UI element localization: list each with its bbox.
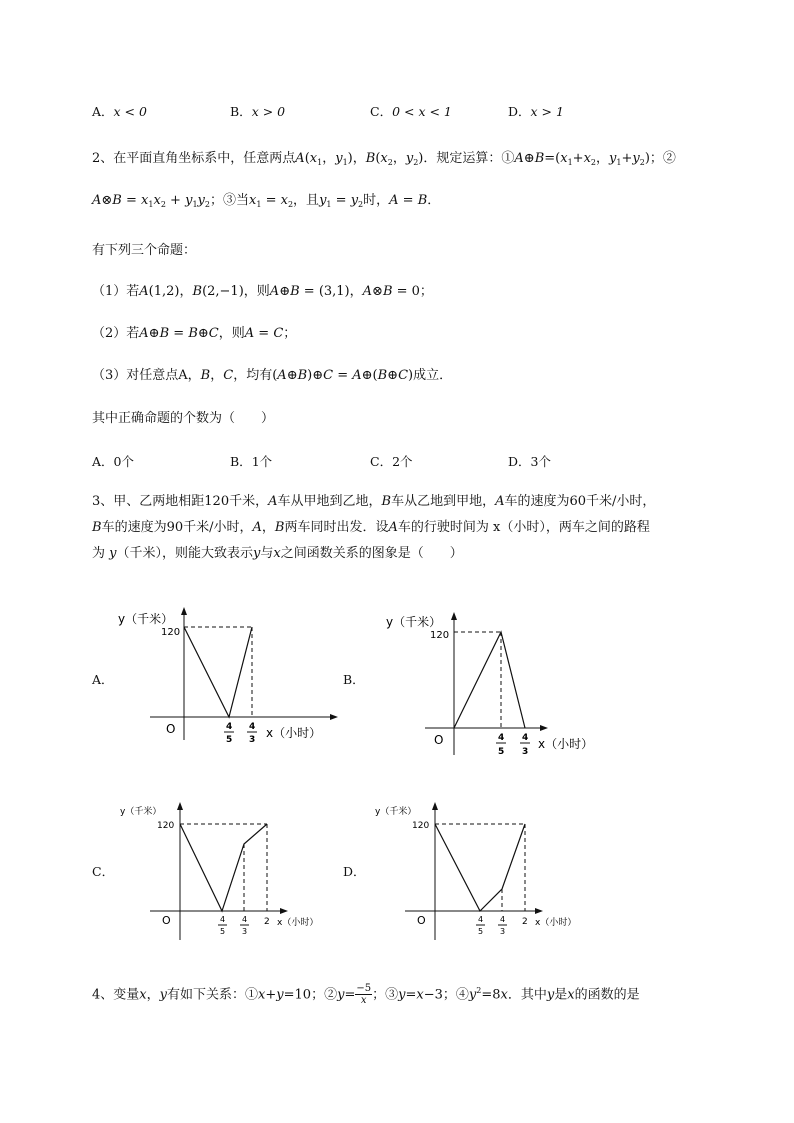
origin-label: O <box>166 722 176 736</box>
q2-option-c: C．2个 <box>370 454 413 469</box>
tick-4-5-den: 5 <box>226 735 233 745</box>
tick-4-3-num: 4 <box>522 733 529 743</box>
graph-a-line <box>184 627 252 717</box>
q2-proposition-2: （2）若A⊕B = B⊕C，则A = C； <box>92 326 297 341</box>
origin-label: O <box>434 733 444 747</box>
origin-label: O <box>417 914 426 927</box>
tick-4-5-num: 4 <box>498 733 505 743</box>
tick-2: 2 <box>522 917 528 927</box>
q3-line1: 3、甲、乙两地相距120千米，A车从甲地到乙地，B车从乙地到甲地，A车的速度为60千米/小时， <box>92 494 656 509</box>
x-axis-arrow <box>280 908 288 914</box>
tick-4-3-den: 3 <box>242 927 248 936</box>
y-axis-label: y（千米） <box>386 615 442 629</box>
q3-line2: B车的速度为90千米/小时，A，B两车同时出发．设A车的行驶时间为 x（小时），两车之间的路程 <box>92 520 650 535</box>
origin-label: O <box>162 914 171 927</box>
graph-b-line <box>454 632 525 728</box>
q2-question: 其中正确命题的个数为（ ） <box>92 411 275 426</box>
graph-c <box>110 800 350 945</box>
x-axis-arrow <box>330 714 338 720</box>
q2-line1: 2、在平面直角坐标系中，任意两点$A(x_1$，$y_1$)，$B(x_2$，$y_2$)．规定运算：$①A\oplus B=(x_1+x_2$，$y_1+y_2$)；② <box>92 151 676 167</box>
y-tick-120: 120 <box>157 821 175 831</box>
tick-2: 2 <box>264 917 270 927</box>
tick-4-3-den: 3 <box>522 747 529 757</box>
tick-4-5-den: 5 <box>478 927 484 936</box>
q1-option-d: D．x > 1 <box>508 104 564 119</box>
q2-option-b: B．1个 <box>230 454 273 469</box>
graph-a <box>110 605 350 750</box>
q4-line1: 4、变量x，y有如下关系：①x+y=10；②y= $\frac{-5}{x}$ ；③y=x−3；$④y^2=8x$．其中y是x的函数的是 <box>92 983 640 1007</box>
q2-proposition-1: （1）若A(1,2)，B(2,−1)，则A⊕B = (3,1)，A⊗B = 0； <box>92 284 433 299</box>
tick-4-3-num: 4 <box>500 915 506 924</box>
graph-b <box>380 610 620 760</box>
y-axis-arrow <box>181 607 187 615</box>
q1-option-a: A．x < 0 <box>92 104 147 119</box>
x-axis-label: x（小时） <box>266 726 322 740</box>
tick-4-5-den: 5 <box>498 747 505 757</box>
y-axis-label: y（千米） <box>120 807 162 817</box>
q2-intro: 有下列三个命题： <box>92 243 197 258</box>
graph-c-label: C． <box>92 864 115 879</box>
tick-4-5-num: 4 <box>478 915 484 924</box>
tick-4-5-num: 4 <box>220 915 226 924</box>
y-axis-arrow <box>177 802 183 810</box>
q2-proposition-3: （3）对任意点A，B，C，均有(A⊕B)⊕C = A⊕(B⊕C)成立． <box>92 368 453 383</box>
graph-d-label: D． <box>343 864 366 879</box>
tick-4-3-num: 4 <box>249 722 256 732</box>
q3-line3: 为 y（千米），则能大致表示y与x之间函数关系的图象是（ ） <box>92 546 463 561</box>
y-axis-arrow <box>451 612 457 620</box>
y-axis-label: y（千米） <box>375 807 417 817</box>
y-axis-arrow <box>432 802 438 810</box>
graph-d-line <box>435 824 525 911</box>
x-axis-label: x（小时） <box>535 918 577 928</box>
graph-d <box>365 800 605 945</box>
graph-c-line <box>180 824 267 911</box>
tick-4-3-num: 4 <box>242 915 248 924</box>
y-axis-label: y（千米） <box>118 612 174 626</box>
graph-b-label: B． <box>343 672 365 687</box>
graph-a-label: A． <box>92 672 114 687</box>
tick-4-3-den: 3 <box>249 735 256 745</box>
x-axis-label: x（小时） <box>538 737 594 751</box>
y-tick-120: 120 <box>161 627 181 638</box>
x-axis-arrow <box>540 725 548 731</box>
x-axis-label: x（小时） <box>277 918 319 928</box>
q1-option-b: B．x > 0 <box>230 104 286 119</box>
x-axis-arrow <box>535 908 543 914</box>
q1-option-c: C．0 < x < 1 <box>370 104 452 119</box>
tick-4-5-den: 5 <box>220 927 226 936</box>
y-tick-120: 120 <box>412 821 430 831</box>
q2-option-d: D．3个 <box>508 454 551 469</box>
q2-option-a: A．0个 <box>92 454 134 469</box>
tick-4-5-num: 4 <box>226 722 233 732</box>
tick-4-3-den: 3 <box>500 927 506 936</box>
q2-line2: A⊗B = $x_1x_2 + y_1y_2$；③当$x_1 = x_2$，且$y_1 = y_2$时，A = B． <box>92 193 441 209</box>
y-tick-120: 120 <box>430 630 450 641</box>
